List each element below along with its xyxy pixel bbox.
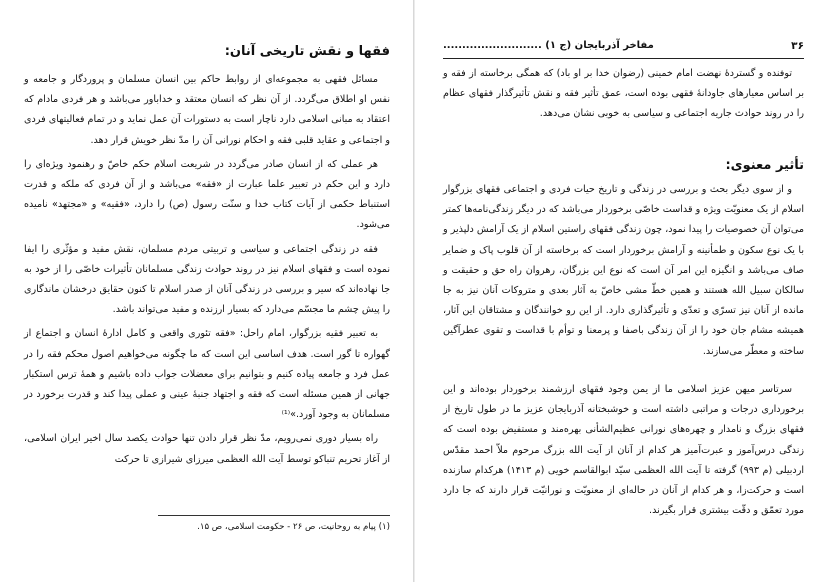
final-paragraph [443, 380, 804, 521]
footnote: (۱) پیام به روحانیت، ص ۲۶ - حکومت اسلامی، ص ۱۵. [197, 522, 390, 532]
right-page [415, 0, 830, 582]
section-paragraph [443, 180, 804, 362]
paragraph: و از سوی دیگر بحث و بررسی در زندگی و تاریخ حیات فردی و اجتماعی فقهای بزرگوار اسلام از یک معنویّت ویژه و قداست خاصّی برخوردار می‌باشد که در دیگر زندگی‌نامه‌ها کمتر می‌توان آن خصوصیات را پیدا نمود، چون زندگی فقهای راستین اسلام از یک آرامش دلپذیر و با یک نوع سکون و طمأنینه و آرامش برخوردار است که برخاسته از آن قلوب پاک و ضمایر صاف می‌باشد و انگیزه این امر آن است که نوع این بزرگان، رهروان راه حق و حقیقت و سالکان سبیل الله هستند و همین خطّ مشی خاصّ به آثار بعدی و متروکات آنان نیز به جا مانده از آنان نیز تسرّی و تعدّی و تأثیرگذاری دارد. از این رو خوانندگان و مشتاقان این آثار، همیشه مشام جان خود را از آن زندگی باصفا و پرمعنا و توأم با قداست و تقوی عطرآگین ساخته و معطّر می‌سازند. [443, 184, 804, 357]
section-heading: فقها و نقش تاریخی آنان: [224, 44, 390, 59]
paragraph: مسائل فقهی به مجموعه‌ای از روابط حاکم بین انسان مسلمان و پروردگار و جامعه و نفس او اطلاق می‌گردد. از آن نظر که انسان معتقد و خداباور می‌باشد و هر فردی مادام که اعتقاد به مبانی اسلامی دارد ناچار است به دستورات آن عمل نماید و در تمام فعالیتهای فردی و اجتماعی و عقاید قلبی فقه و احکام نورانی آن را مدّ نظر خویش قرار دهد. [24, 74, 390, 146]
paragraph: هر عملی که از انسان صادر می‌گردد در شریعت اسلام حکم خاصّ و رهنمود ویژه‌ای را دارد و این حکم در تعبیر علما عبارت از «فقه» می‌باشد و از آن فردی که ملکه و قدرت استنباط حکمی از آیات کتاب خدا و سنّت رسول (ص) را دارد، «فقیه» و «مجتهد» نامیده می‌شود. [24, 158, 390, 231]
paragraph: فقه در زندگی اجتماعی و سیاسی و تربیتی مردم مسلمان، نقش مفید و مؤثّری را ایفا نموده است و فقهای اسلام نیز در روند حوادث زندگی مسلمانان تأثیرات خاصّی را از خود به جا نهاده‌اند که سیر و بررسی در زندگی آنان از صدر اسلام تا کنون حقایق درخشان ماندگاری را پیش چشم ما مجسّم می‌دارد که بسیار ارزنده و مفید می‌تواند باشد. [24, 243, 390, 316]
page-number: ۳۶ [791, 40, 804, 52]
paragraph: توفنده و گستردهٔ نهضت امام خمینی (رضوان خدا بر او باد) که همگی برخاسته از فقه و بر اساس معیارهای جاودانهٔ فقهی بوده است، عمق تأثیر فقه و نقش تأثیرگذار فقهای عظام را در روند حوادث جاریه اجتماعی و سیاسی به خوبی نشان می‌دهد. [443, 68, 804, 120]
section-heading: تأثیر معنوی: [725, 158, 804, 173]
footnote-divider [158, 515, 390, 516]
intro-paragraph [443, 64, 804, 125]
paragraph: سرتاسر میهن عزیز اسلامی ما از یمن وجود فقهای ارزشمند برخوردار بوده‌اند و این برخورداری درجات و مراتبی داشته است و خوشبختانه آذربایجان عزیز ما در طول تاریخ از فقهای بزرگ و نامدار و چهره‌های نورانی عظیم‌الشأنی بهره‌مند و مستفیض بوده است که زندگی درس‌آموز و عبرت‌آمیز هر کدام از آنان از آیت الله بزرگ مرحوم ملاّ احمد مقدّس اردبیلی (م ۹۹۳) گرفته تا آیت الله العظمی سیّد ابوالقاسم خویی (م ۱۴۱۳) هرکدام سازنده است و حرکت‌زا، و هر کدام از آنان در حاله‌ای از معنویّت و نورانیّت قرار دارند که جا دارد مورد تعمّق و دقّت بیشتری قرار بگیرند. [443, 384, 805, 517]
paragraph: راه بسیار دوری نمی‌رویم، مدّ نظر قرار دادن تنها حوادث یکصد سال اخیر ایران اسلامی، از آغاز تحریم تنباکو توسط آیت الله العظمی میرزای شیرازی تا حرکت [24, 433, 390, 465]
running-title: مفاخر آذربایجان (ج ۱) .......................... [443, 40, 654, 51]
running-header [443, 38, 804, 59]
left-body [24, 70, 390, 470]
paragraph: به تعبیر فقیه بزرگوار، امام راحل: «فقه تئوری واقعی و کامل ادارهٔ انسان و اجتماع از گهواره تا گور است. هدف اساسی این است که ما چگونه می‌خواهیم اصول محکم فقه را در عمل فرد و جامعه پیاده کنیم و بتوانیم برای معضلات جواب داده باشیم و همهٔ ترس استکبار جهانی از همین مسئله است که فقه و اجتهاد جنبهٔ عینی و عملی پیدا کند و قدرت برخورد در مسلمانان به وجود آورد.»⁽¹⁾ [24, 328, 390, 421]
